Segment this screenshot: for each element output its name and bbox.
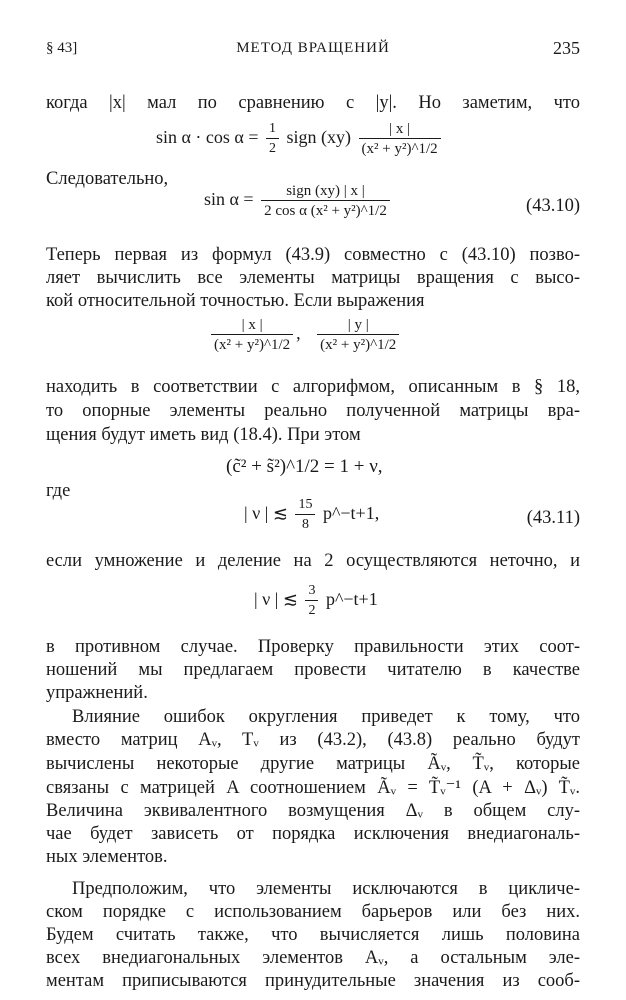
chapter-title: МЕТОД ВРАЩЕНИЙ — [236, 40, 390, 56]
formula-lhs: | ν | ≲ — [254, 589, 298, 610]
fraction-half — [266, 120, 279, 158]
running-header — [46, 38, 580, 62]
fraction-x — [359, 120, 441, 158]
formula-lhs: | ν | ≲ — [244, 503, 288, 524]
text-line: щения будут иметь вид (18.4). При этом — [46, 425, 361, 445]
text-line: Следовательно, — [46, 169, 169, 189]
denominator: 2 — [266, 138, 279, 158]
text-line: всех внедиагональных элементов Aᵥ, а остальным эле- — [46, 948, 580, 968]
numerator: | y | — [347, 317, 369, 333]
page-number: 235 — [553, 38, 580, 58]
text-line: в противном случае. Проверку правильности этих соот- — [46, 637, 580, 657]
text-line: Предположим, что элементы исключаются в цикличе- — [72, 879, 580, 899]
formula-norm: (c̃² + s̃²)^1/2 = 1 + ν, — [226, 456, 383, 477]
text-line: ляет вычислить все элементы матрицы вращения с высо- — [46, 268, 580, 288]
text-line: ментам приписываются принудительные значения из сооб- — [46, 971, 580, 991]
denominator: 8 — [295, 514, 315, 534]
text-line: ском порядке с использованием барьеров или без них. — [46, 902, 580, 922]
text-line: если умножение и деление на 2 осуществляются неточно, и — [46, 551, 580, 571]
formula-lhs: sin α · cos α = — [156, 127, 259, 148]
denominator: 2 cos α (x² + y²)^1/2 — [261, 200, 390, 220]
denominator: 2 — [305, 600, 318, 620]
text-line: ных элементов. — [46, 847, 168, 867]
equation-label: (43.10) — [526, 196, 580, 216]
text-line: Влияние ошибок округления приведет к тому, что — [72, 707, 580, 727]
fraction-3-2 — [305, 582, 318, 620]
denominator: (x² + y²)^1/2 — [317, 334, 399, 354]
text-line: Теперь первая из формул (43.9) совместно с (43.10) позво- — [46, 245, 580, 265]
text-line: ношений мы предлагаем провести читателю в качестве — [46, 660, 580, 680]
text-line: Будем считать также, что вычисляется лишь половина — [46, 925, 580, 945]
text-line: вычислены некоторые другие матрицы Ãᵥ, T̃ᵥ, которые — [46, 754, 580, 774]
text-line: кой относительной точностью. Если выражения — [46, 291, 425, 311]
formula-rhs: p^−t+1, — [322, 503, 380, 524]
text-line: упражнений. — [46, 683, 148, 703]
denominator: (x² + y²)^1/2 — [359, 138, 441, 158]
text-line: Величина эквивалентного возмущения Δᵥ в общем слу- — [46, 801, 580, 821]
numerator: 1 — [269, 121, 277, 136]
formula-sin-cos — [156, 120, 444, 158]
formula-lhs: sin α = — [204, 189, 254, 210]
formula-sin — [204, 182, 393, 220]
text-line: когда |x| мал по сравнению с |y|. Но заметим, что — [46, 93, 580, 113]
denominator: (x² + y²)^1/2 — [211, 334, 293, 354]
text-line: вместо матриц Aᵥ, Tᵥ из (43.2), (43.8) реально будут — [46, 730, 580, 750]
text-line: то опорные элементы реально полученной матрицы вра- — [46, 401, 580, 421]
fraction-sin — [261, 182, 390, 220]
text-line: связаны с матрицей A соотношением Ãᵥ = T̃ᵥ⁻¹ (A + Δᵥ) T̃ᵥ. — [46, 778, 580, 798]
fraction-15-8 — [295, 496, 315, 534]
numerator: | x | — [389, 121, 411, 137]
numerator: sign (xy) | x | — [286, 183, 365, 199]
fraction-y — [317, 316, 399, 354]
text-line: где — [46, 481, 71, 501]
text-line: чае будет зависеть от порядка исключения внедиагональ- — [46, 824, 580, 844]
sign-term: sign (xy) — [286, 127, 352, 148]
formula-rhs: p^−t+1 — [325, 589, 378, 610]
section-ref: § 43] — [46, 40, 78, 56]
numerator: 15 — [298, 497, 313, 512]
numerator: 3 — [308, 583, 316, 598]
text-line: находить в соответствии с алгорифмом, описанным в § 18, — [46, 377, 580, 397]
fraction-x — [211, 316, 293, 354]
numerator: | x | — [241, 317, 263, 333]
equation-label: (43.11) — [526, 508, 580, 528]
formula-nu-bound-1 — [244, 496, 379, 534]
formula-nu-bound-2 — [254, 582, 378, 620]
formula-ratios: $\frac{| x |}{\text{(x² + y²)\textasciicircum{}1/2}}$ , $\frac{| y |}{\text{(x² + y²)\textasciicircum{}1/2}}$ — [208, 316, 402, 354]
